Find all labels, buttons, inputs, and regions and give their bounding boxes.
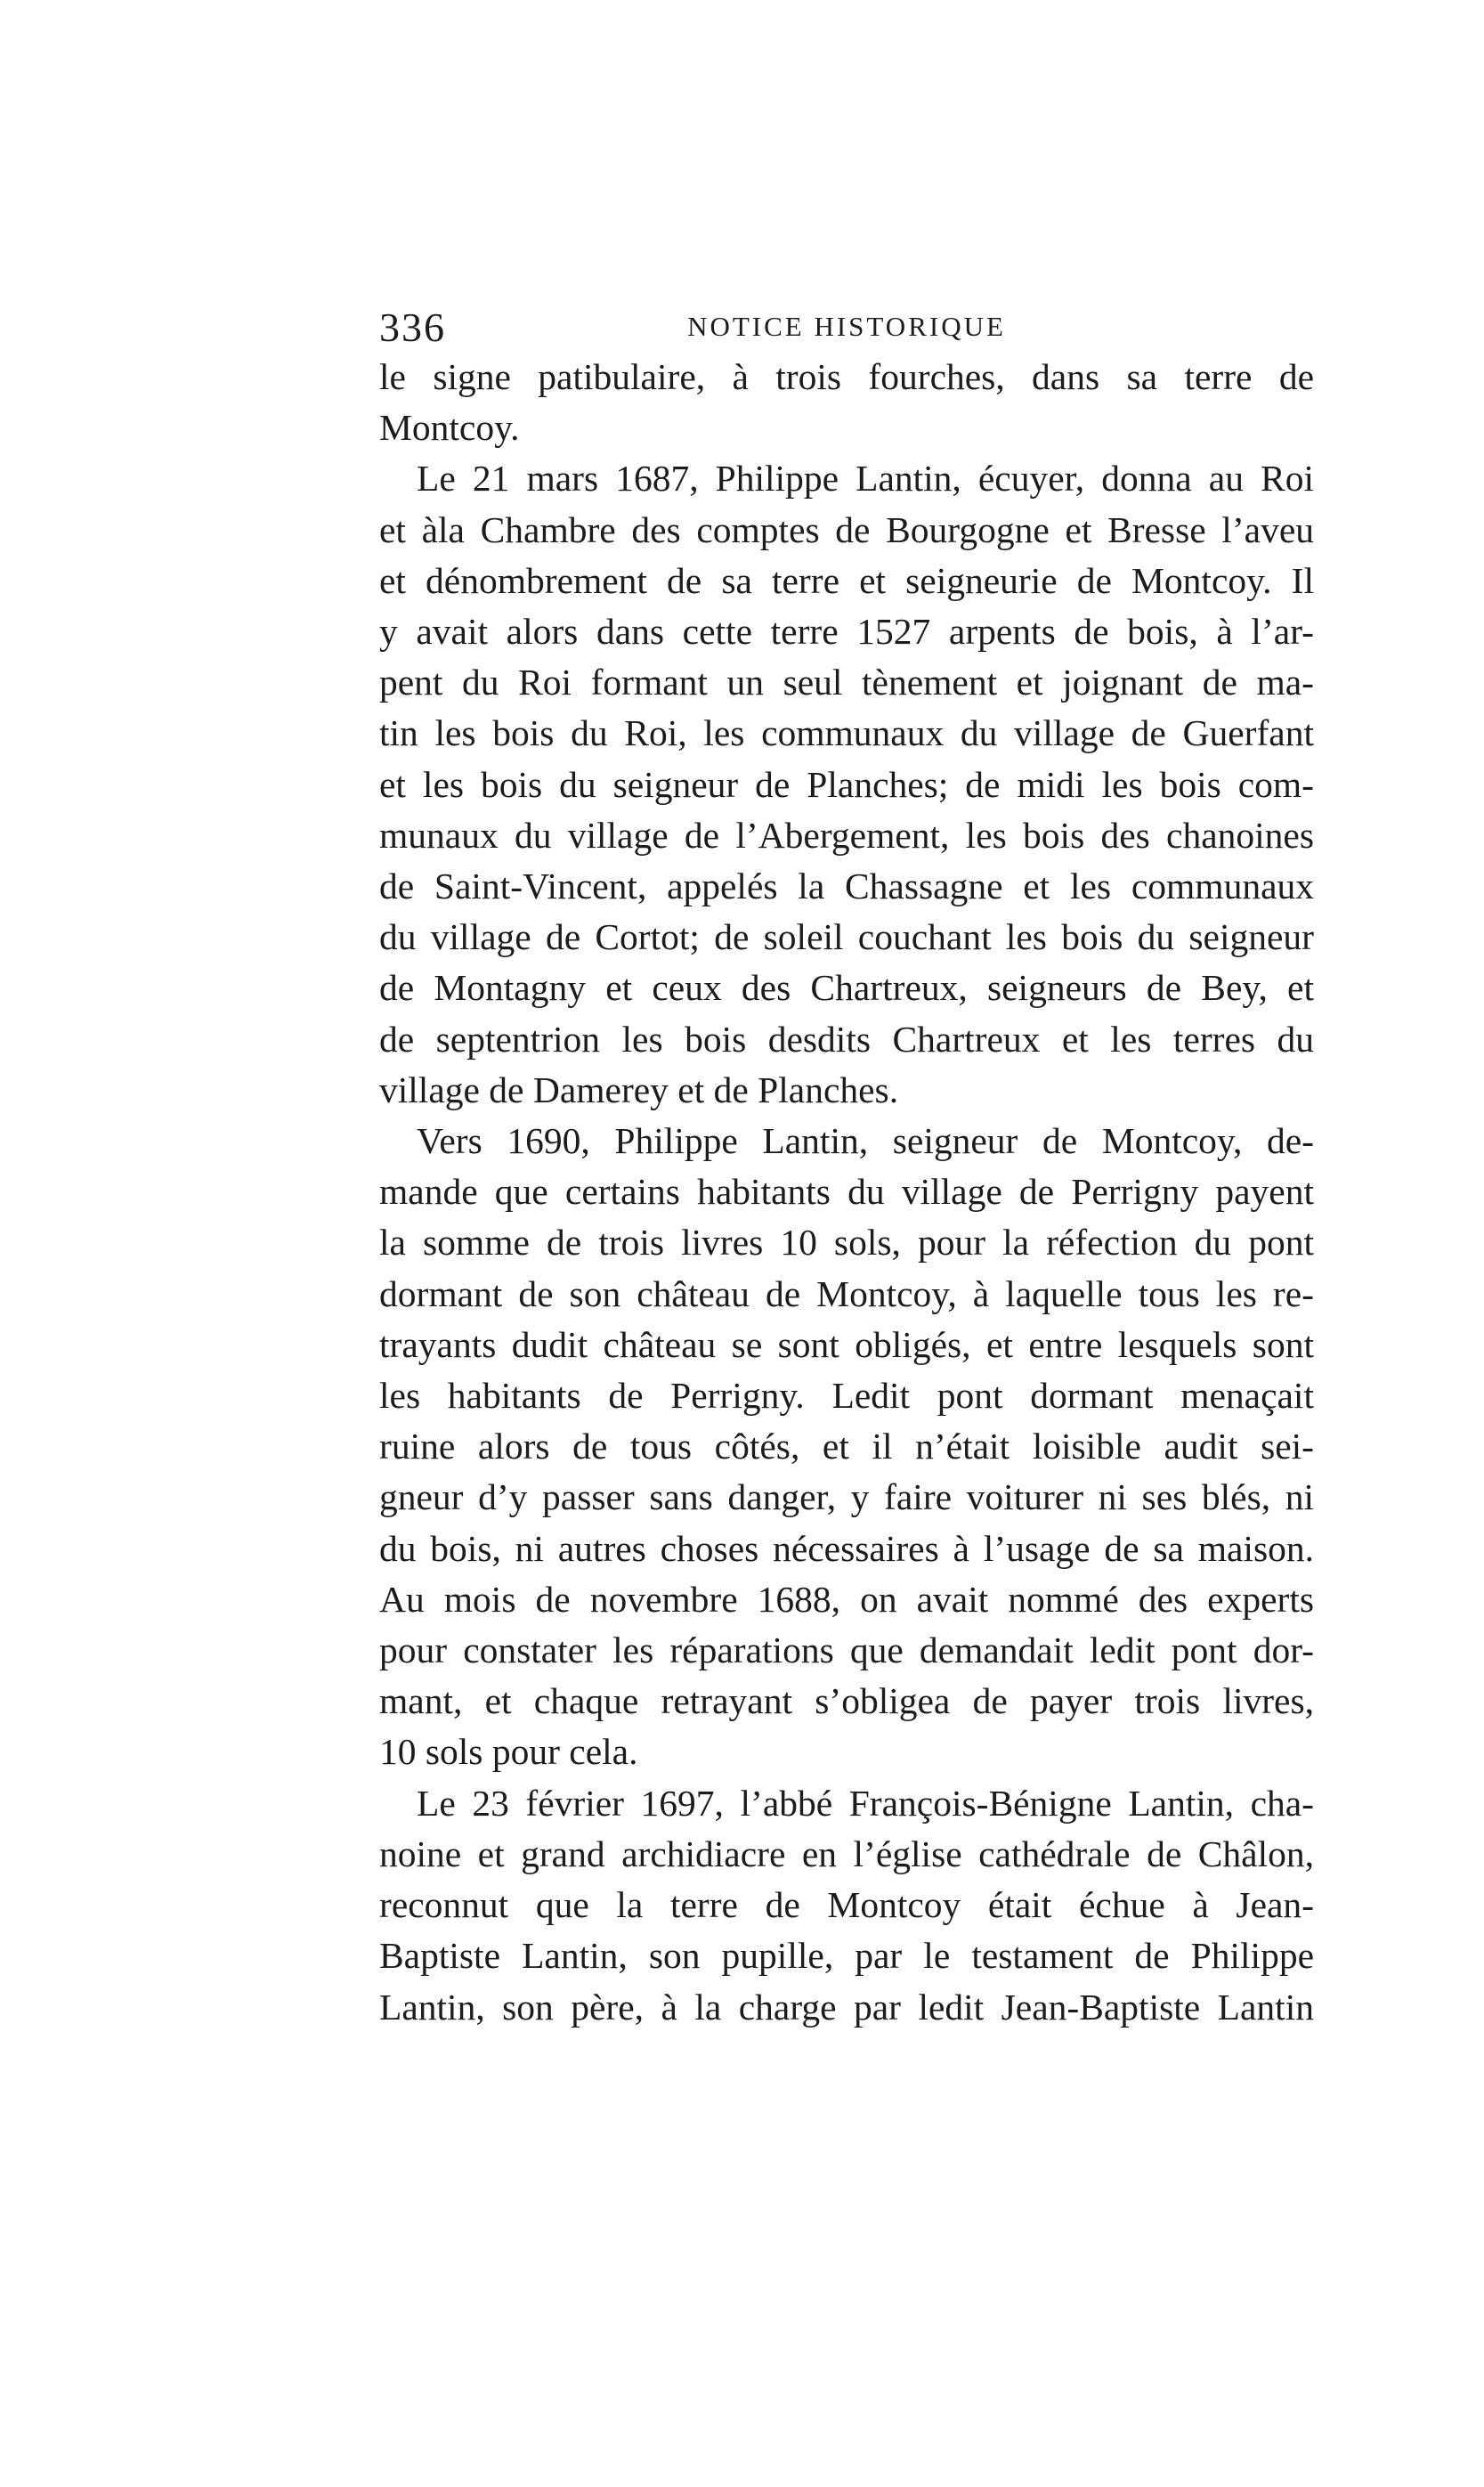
text-line: du bois, ni autres choses nécessaires à l’usage de sa maison. bbox=[379, 1527, 1314, 1569]
text-line: gneur d’y passer sans danger, y faire voiturer ni ses blés, ni bbox=[379, 1476, 1314, 1518]
text-line: mande que certains habitants du village de Perrigny payent bbox=[379, 1171, 1314, 1213]
text-line: village de Damerey et de Planches. bbox=[379, 1069, 899, 1110]
text-line: Lantin, son père, à la charge par ledit Jean-Baptiste Lantin bbox=[379, 1986, 1314, 2028]
text-line: de septentrion les bois desdits Chartreux et les terres du bbox=[379, 1018, 1314, 1060]
text-line: y avait alors dans cette terre 1527 arpents de bois, à l’ar- bbox=[379, 611, 1314, 653]
text-line: la somme de trois livres 10 sols, pour la réfection du pont bbox=[379, 1222, 1314, 1264]
text-line: et les bois du seigneur de Planches; de midi les bois com- bbox=[379, 763, 1314, 805]
text-line: dormant de son château de Montcoy, à laquelle tous les re- bbox=[379, 1272, 1314, 1314]
text-line: Montcoy. bbox=[379, 407, 520, 449]
text-line: munaux du village de l’Abergement, les bois des chanoines bbox=[379, 814, 1314, 856]
paragraph bbox=[379, 1778, 1314, 2033]
text-line: tin les bois du Roi, les communaux du village de Guerfant bbox=[379, 712, 1314, 754]
text-line: les habitants de Perrigny. Ledit pont dormant menaçait bbox=[379, 1375, 1314, 1417]
body-text bbox=[379, 352, 1314, 2033]
text-line: trayants dudit château se sont obligés, et entre lesquels sont bbox=[379, 1323, 1314, 1365]
paragraph bbox=[379, 453, 1314, 1116]
text-line: de Saint-Vincent, appelés la Chassagne et les communaux bbox=[379, 866, 1314, 907]
running-title: NOTICE HISTORIQUE bbox=[687, 311, 1006, 342]
text-line: ruine alors de tous côtés, et il n’était loisible audit sei- bbox=[379, 1426, 1314, 1467]
text-line: et àla Chambre des comptes de Bourgogne et Bresse l’aveu bbox=[379, 508, 1314, 550]
paragraph bbox=[379, 352, 1314, 453]
text-line: mant, et chaque retrayant s’obligea de payer trois livres, bbox=[379, 1680, 1314, 1722]
text-line: Le 21 mars 1687, Philippe Lantin, écuyer, donna au Roi bbox=[417, 458, 1314, 500]
text-line: reconnut que la terre de Montcoy était échue à Jean- bbox=[379, 1884, 1314, 1926]
text-line: Vers 1690, Philippe Lantin, seigneur de Montcoy, de- bbox=[417, 1120, 1314, 1162]
text-line: du village de Cortot; de soleil couchant les bois du seigneur bbox=[379, 916, 1314, 958]
text-line: pour constater les réparations que demandait ledit pont dor- bbox=[379, 1630, 1314, 1671]
text-line: de Montagny et ceux des Chartreux, seigneurs de Bey, et bbox=[379, 967, 1314, 1009]
paragraph bbox=[379, 1116, 1314, 1778]
text-line: 10 sols pour cela. bbox=[379, 1731, 638, 1773]
text-line: Le 23 février 1697, l’abbé François-Bénigne Lantin, cha- bbox=[417, 1782, 1314, 1824]
page-number: 336 bbox=[379, 305, 446, 350]
text-line: et dénombrement de sa terre et seigneurie de Montcoy. Il bbox=[379, 559, 1314, 601]
text-line: pent du Roi formant un seul tènement et joignant de ma- bbox=[379, 662, 1314, 703]
text-line: le signe patibulaire, à trois fourches, dans sa terre de bbox=[379, 356, 1314, 397]
text-line: Baptiste Lantin, son pupille, par le testament de Philippe bbox=[379, 1935, 1314, 1977]
book-page bbox=[379, 298, 1314, 2033]
running-header bbox=[379, 298, 1314, 352]
text-line: noine et grand archidiacre en l’église cathédrale de Châlon, bbox=[379, 1833, 1314, 1874]
text-line: Au mois de novembre 1688, on avait nommé des experts bbox=[379, 1578, 1314, 1620]
